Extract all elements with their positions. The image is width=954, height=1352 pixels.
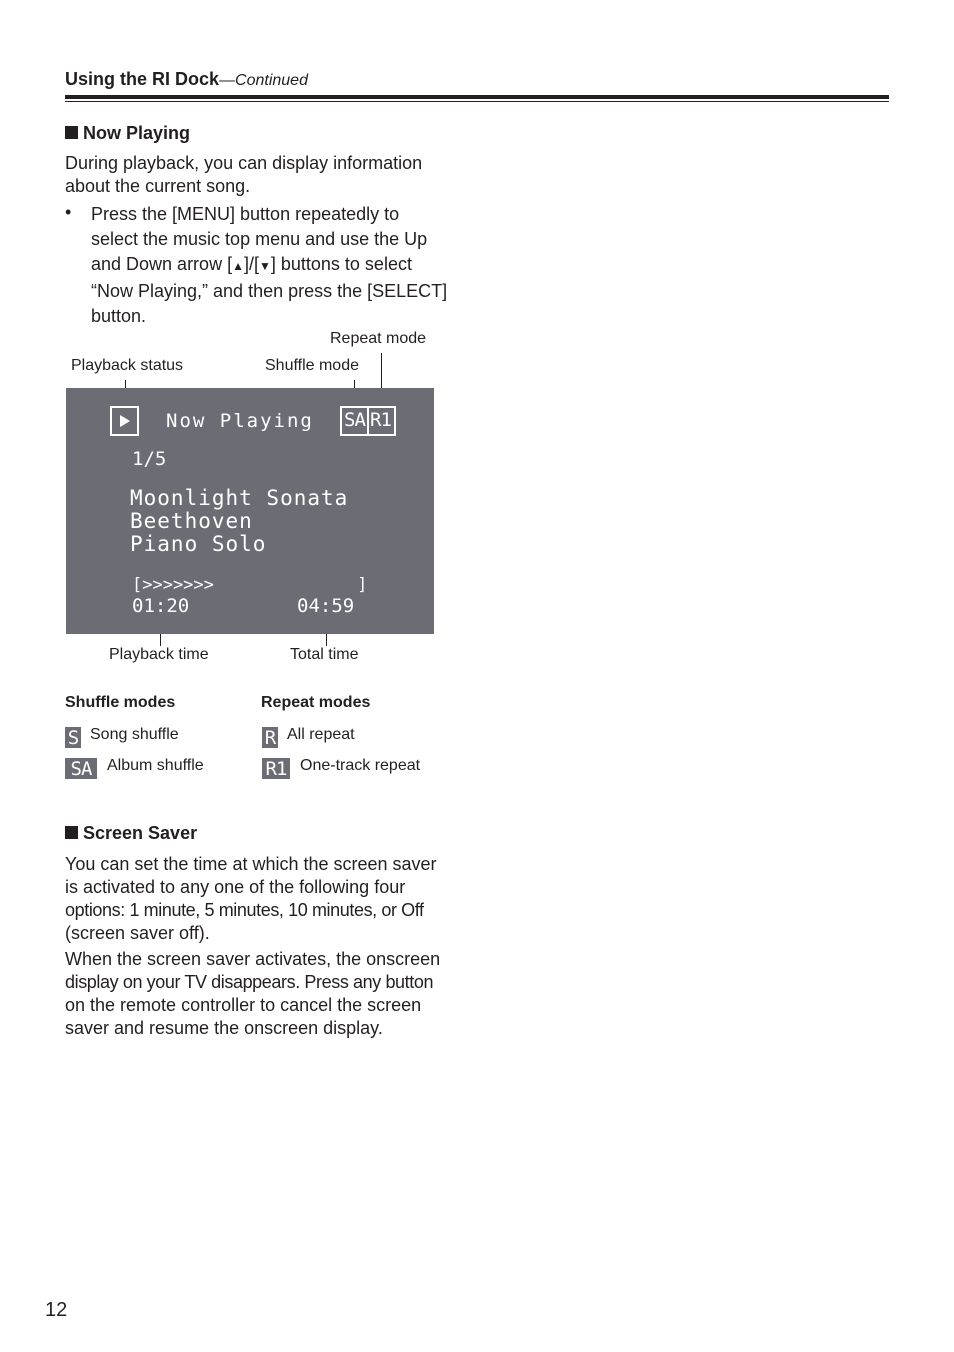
header-title: Using the RI Dock [65, 69, 220, 89]
up-arrow-icon: ▲ [232, 259, 244, 273]
bullet-text: ] buttons to select [270, 254, 412, 274]
header-rule-thin [65, 101, 889, 102]
total-time: 04:59 [297, 595, 355, 617]
paragraph-line: options: 1 minute, 5 minutes, 10 minutes, or Off [65, 900, 424, 920]
shuffle-modes-heading: Shuffle modes [65, 694, 176, 711]
bullet-text: ]/[ [243, 254, 259, 274]
one-track-repeat-label: One-track repeat [300, 757, 421, 774]
paragraph-line: When the screen saver activates, the onscreen [65, 949, 441, 969]
play-icon [112, 408, 137, 434]
screen-title: Now Playing [166, 410, 314, 432]
bullet-line: “Now Playing,” and then press the [SELECT] [91, 281, 448, 301]
down-arrow-icon: ▼ [258, 259, 271, 273]
album-shuffle-label: Album shuffle [107, 757, 204, 774]
header-rule-thick [65, 95, 889, 99]
repeat-mode-label: Repeat mode [330, 330, 427, 347]
shuffle-indicator: SA [344, 409, 365, 431]
square-bullet-icon [65, 126, 78, 139]
song-shuffle-label: Song shuffle [90, 726, 179, 743]
paragraph-line: saver and resume the onscreen display. [65, 1018, 383, 1038]
now-playing-intro [65, 152, 465, 198]
song-title: Moonlight Sonata [130, 486, 349, 510]
screen-saver-paragraph-2 [65, 948, 465, 1040]
now-playing-heading-text: Now Playing [83, 123, 191, 143]
page-number: 12 [45, 1299, 68, 1321]
repeat-indicator: R1 [370, 409, 391, 431]
album-name: Piano Solo [130, 532, 267, 556]
progress-bar: [>>>>>>> ] [132, 575, 368, 595]
track-position: 1/5 [132, 448, 167, 470]
header-continued: —Continued [219, 72, 308, 89]
now-playing-bullet [91, 202, 466, 329]
bullet-text: and Down arrow [ [91, 254, 233, 274]
now-playing-heading [65, 123, 190, 144]
total-time-label: Total time [290, 646, 359, 663]
album-shuffle-icon: SA [64, 757, 98, 780]
bullet-line-arrows [91, 252, 466, 279]
onscreen-display [66, 388, 434, 634]
elapsed-time: 01:20 [132, 595, 190, 617]
paragraph-line: (screen saver off). [65, 923, 210, 943]
square-bullet-icon [65, 826, 78, 839]
one-track-repeat-icon: R1 [261, 757, 291, 780]
all-repeat-label: All repeat [287, 726, 355, 743]
paragraph-line: on the remote controller to cancel the screen [65, 995, 422, 1015]
playback-status-label: Playback status [71, 357, 184, 374]
intro-line: During playback, you can display information [65, 153, 423, 173]
paragraph-line: You can set the time at which the screen saver [65, 854, 437, 874]
intro-line: about the current song. [65, 176, 251, 196]
bullet-line: Press the [MENU] button repeatedly to [91, 204, 400, 224]
bullet-dot: • [65, 202, 72, 222]
artist-name: Beethoven [130, 509, 253, 533]
shuffle-mode-label: Shuffle mode [265, 357, 359, 374]
repeat-modes-heading: Repeat modes [261, 694, 371, 711]
paragraph-line: display on your TV disappears. Press any button [65, 972, 434, 992]
bullet-line: select the music top menu and use the Up [91, 229, 428, 249]
screen-saver-heading-text: Screen Saver [83, 823, 198, 843]
screen-saver-paragraph-1 [65, 853, 465, 945]
play-status-box [110, 406, 139, 436]
paragraph-line: is activated to any one of the following four [65, 877, 406, 897]
song-shuffle-icon: S [64, 726, 82, 749]
screen-saver-heading [65, 823, 197, 844]
bullet-line: button. [91, 306, 147, 326]
running-header [65, 69, 308, 90]
playback-time-label: Playback time [109, 646, 209, 663]
all-repeat-icon: R [261, 726, 279, 749]
